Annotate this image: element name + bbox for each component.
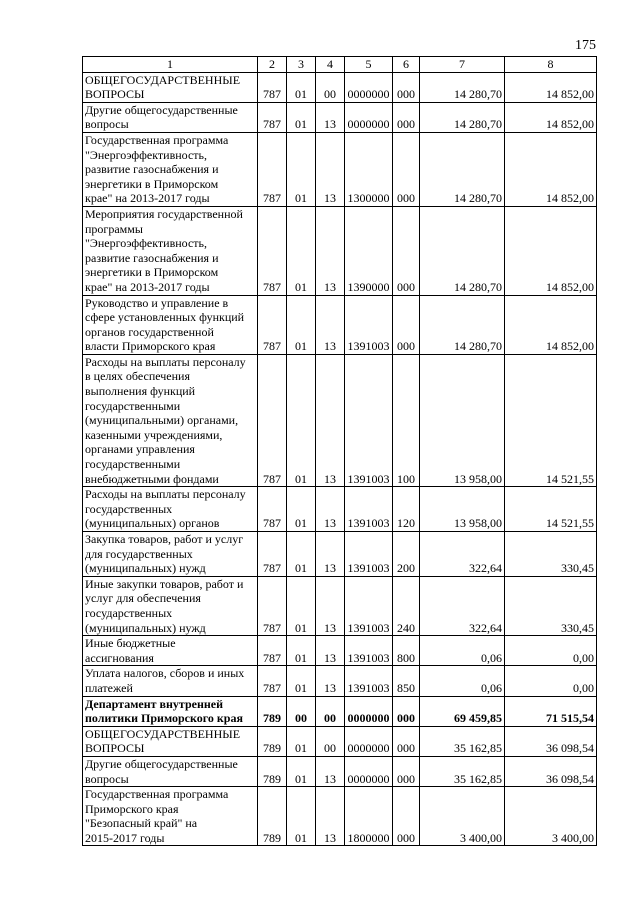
cell-name-line: Государственная программа (85, 132, 229, 147)
table-row (83, 354, 597, 486)
cell-amount-col7: 14 280,70 (420, 72, 505, 102)
cell-name (83, 354, 258, 486)
cell-admin-code: 787 (258, 576, 287, 635)
table-row (83, 487, 597, 532)
cell-name (83, 696, 258, 726)
table-row (83, 102, 597, 132)
cell-section: 01 (287, 295, 316, 354)
cell-name (83, 295, 258, 354)
table-row (83, 666, 597, 696)
cell-name-line: сфере установленных функций (85, 310, 245, 325)
cell-amount-col7: 14 280,70 (420, 132, 505, 206)
cell-amount-col8: 71 515,54 (505, 696, 597, 726)
cell-name (83, 532, 258, 577)
cell-name-line: органами управления (85, 442, 195, 457)
cell-amount-col8: 36 098,54 (505, 756, 597, 786)
cell-admin-code: 787 (258, 72, 287, 102)
cell-name-line: Департамент внутренней (85, 696, 224, 711)
column-header: 6 (393, 57, 420, 73)
column-header: 3 (287, 57, 316, 73)
cell-name-line: (муниципальных) нужд (85, 561, 206, 576)
cell-amount-col7: 14 280,70 (420, 295, 505, 354)
cell-amount-col7: 35 162,85 (420, 756, 505, 786)
cell-amount-col7: 0,06 (420, 636, 505, 666)
cell-name-line: платежей (85, 680, 133, 695)
cell-name-line: Государственная программа (85, 787, 229, 802)
cell-name-line: политики Приморского края (85, 711, 243, 726)
cell-amount-col7: 322,64 (420, 532, 505, 577)
cell-subsection: 13 (316, 756, 345, 786)
cell-admin-code: 787 (258, 532, 287, 577)
cell-name-line: государственных (85, 605, 173, 620)
cell-name-line: выполнения функций (85, 384, 196, 399)
cell-name (83, 666, 258, 696)
cell-expense-type: 000 (393, 696, 420, 726)
table-row (83, 532, 597, 577)
cell-amount-col8: 14 852,00 (505, 72, 597, 102)
cell-section: 00 (287, 696, 316, 726)
cell-admin-code: 787 (258, 295, 287, 354)
cell-name-line: крае" на 2013-2017 годы (85, 279, 210, 294)
cell-name-line: Расходы на выплаты персоналу (85, 354, 246, 369)
cell-name-line: развитие газоснабжения и (85, 162, 219, 177)
cell-section: 01 (287, 756, 316, 786)
cell-name-line: казенными учреждениями, (85, 427, 223, 442)
cell-target-article: 0000000 (345, 726, 393, 756)
cell-amount-col8: 3 400,00 (505, 787, 597, 846)
cell-name-line: государственными (85, 457, 181, 472)
cell-name-line: вопросы (85, 117, 129, 132)
cell-section: 01 (287, 532, 316, 577)
cell-amount-col8: 330,45 (505, 532, 597, 577)
cell-amount-col7: 0,06 (420, 666, 505, 696)
cell-target-article: 1391003 (345, 354, 393, 486)
cell-admin-code: 787 (258, 487, 287, 532)
cell-expense-type: 000 (393, 72, 420, 102)
cell-name-line: Расходы на выплаты персоналу (85, 487, 246, 502)
cell-name-line: развитие газоснабжения и (85, 250, 219, 265)
cell-name-line: Иные закупки товаров, работ и (85, 576, 244, 591)
cell-admin-code: 787 (258, 206, 287, 295)
cell-section: 01 (287, 102, 316, 132)
cell-admin-code: 789 (258, 726, 287, 756)
table-row (83, 206, 597, 295)
cell-name-line: Уплата налогов, сборов и иных (85, 666, 245, 681)
cell-name-line: ВОПРОСЫ (85, 87, 145, 102)
cell-expense-type: 100 (393, 354, 420, 486)
cell-name-line: услуг для обеспечения (85, 591, 201, 606)
cell-name-line: Приморского края (85, 801, 179, 816)
cell-name-line: органов государственной (85, 324, 214, 339)
cell-amount-col7: 35 162,85 (420, 726, 505, 756)
header-row (83, 57, 597, 73)
cell-expense-type: 000 (393, 726, 420, 756)
cell-name (83, 756, 258, 786)
cell-name-line: Другие общегосударственные (85, 756, 238, 771)
cell-amount-col7: 14 280,70 (420, 206, 505, 295)
cell-name-line: ОБЩЕГОСУДАРСТВЕННЫЕ (85, 726, 241, 741)
cell-amount-col8: 14 852,00 (505, 295, 597, 354)
table-row (83, 696, 597, 726)
cell-name-line: "Энергоэффективность, (85, 236, 207, 251)
cell-amount-col8: 14 521,55 (505, 487, 597, 532)
cell-section: 01 (287, 354, 316, 486)
cell-target-article: 1391003 (345, 666, 393, 696)
cell-name (83, 487, 258, 532)
cell-admin-code: 789 (258, 696, 287, 726)
cell-name-line: ВОПРОСЫ (85, 741, 145, 756)
cell-amount-col8: 0,00 (505, 666, 597, 696)
cell-admin-code: 787 (258, 132, 287, 206)
cell-amount-col7: 3 400,00 (420, 787, 505, 846)
column-header: 2 (258, 57, 287, 73)
cell-name-line: внебюджетными фондами (85, 471, 219, 486)
cell-target-article: 0000000 (345, 756, 393, 786)
cell-section: 01 (287, 636, 316, 666)
cell-target-article: 1800000 (345, 787, 393, 846)
cell-name-line: Другие общегосударственные (85, 102, 238, 117)
cell-name-line: для государственных (85, 546, 193, 561)
cell-name-line: энергетики в Приморском (85, 176, 219, 191)
cell-subsection: 00 (316, 726, 345, 756)
cell-name-line: ОБЩЕГОСУДАРСТВЕННЫЕ (85, 72, 241, 87)
table-row (83, 756, 597, 786)
cell-subsection: 13 (316, 102, 345, 132)
cell-subsection: 13 (316, 206, 345, 295)
table-row (83, 132, 597, 206)
cell-expense-type: 000 (393, 102, 420, 132)
cell-amount-col8: 36 098,54 (505, 726, 597, 756)
table-row (83, 636, 597, 666)
cell-amount-col8: 14 521,55 (505, 354, 597, 486)
cell-section: 01 (287, 72, 316, 102)
cell-section: 01 (287, 206, 316, 295)
cell-name-line: (муниципальными) органами, (85, 413, 239, 428)
cell-target-article: 0000000 (345, 72, 393, 102)
cell-subsection: 13 (316, 354, 345, 486)
column-header: 7 (420, 57, 505, 73)
cell-target-article: 1391003 (345, 295, 393, 354)
cell-expense-type: 000 (393, 132, 420, 206)
cell-expense-type: 000 (393, 206, 420, 295)
table-row (83, 726, 597, 756)
cell-subsection: 13 (316, 295, 345, 354)
cell-name-line: государственных (85, 501, 173, 516)
cell-amount-col8: 14 852,00 (505, 102, 597, 132)
cell-admin-code: 787 (258, 666, 287, 696)
cell-expense-type: 120 (393, 487, 420, 532)
cell-name (83, 787, 258, 846)
cell-admin-code: 789 (258, 787, 287, 846)
cell-amount-col8: 14 852,00 (505, 206, 597, 295)
cell-target-article: 0000000 (345, 102, 393, 132)
budget-table (82, 56, 597, 846)
cell-target-article: 1391003 (345, 576, 393, 635)
cell-target-article: 1391003 (345, 487, 393, 532)
cell-section: 01 (287, 787, 316, 846)
cell-target-article: 1300000 (345, 132, 393, 206)
cell-expense-type: 000 (393, 295, 420, 354)
cell-name (83, 102, 258, 132)
cell-name-line: власти Приморского края (85, 339, 216, 354)
cell-amount-col7: 14 280,70 (420, 102, 505, 132)
cell-section: 01 (287, 487, 316, 532)
cell-section: 01 (287, 666, 316, 696)
table-row (83, 295, 597, 354)
cell-name (83, 576, 258, 635)
cell-target-article: 1391003 (345, 636, 393, 666)
cell-name-line: ассигнования (85, 650, 154, 665)
cell-subsection: 13 (316, 532, 345, 577)
cell-name-line: "Безопасный край" на (85, 816, 198, 831)
cell-admin-code: 787 (258, 354, 287, 486)
cell-name (83, 132, 258, 206)
cell-expense-type: 800 (393, 636, 420, 666)
cell-name-line: государственными (85, 398, 181, 413)
page-number: 175 (575, 38, 596, 53)
cell-subsection: 00 (316, 696, 345, 726)
cell-admin-code: 789 (258, 756, 287, 786)
cell-admin-code: 787 (258, 102, 287, 132)
cell-subsection: 00 (316, 72, 345, 102)
cell-name-line: программы (85, 221, 143, 236)
column-header: 5 (345, 57, 393, 73)
cell-section: 01 (287, 576, 316, 635)
cell-subsection: 13 (316, 636, 345, 666)
cell-name (83, 636, 258, 666)
cell-name-line: "Энергоэффективность, (85, 147, 207, 162)
cell-subsection: 13 (316, 132, 345, 206)
cell-name-line: Закупка товаров, работ и услуг (85, 532, 244, 546)
cell-name-line: Мероприятия государственной (85, 206, 243, 221)
cell-expense-type: 200 (393, 532, 420, 577)
cell-name-line: Иные бюджетные (85, 636, 176, 651)
cell-name (83, 726, 258, 756)
cell-expense-type: 240 (393, 576, 420, 635)
cell-expense-type: 000 (393, 787, 420, 846)
cell-name-line: энергетики в Приморском (85, 265, 219, 280)
cell-section: 01 (287, 132, 316, 206)
cell-amount-col7: 13 958,00 (420, 487, 505, 532)
cell-target-article: 1390000 (345, 206, 393, 295)
column-header: 8 (505, 57, 597, 73)
cell-expense-type: 850 (393, 666, 420, 696)
cell-expense-type: 000 (393, 756, 420, 786)
cell-subsection: 13 (316, 487, 345, 532)
table-row (83, 576, 597, 635)
cell-amount-col8: 330,45 (505, 576, 597, 635)
cell-name-line: Руководство и управление в (85, 295, 229, 310)
cell-admin-code: 787 (258, 636, 287, 666)
cell-name-line: (муниципальных) органов (85, 516, 220, 531)
cell-name-line: крае" на 2013-2017 годы (85, 191, 210, 206)
column-header: 1 (83, 57, 258, 73)
cell-amount-col8: 14 852,00 (505, 132, 597, 206)
column-header: 4 (316, 57, 345, 73)
table-row (83, 72, 597, 102)
cell-name (83, 206, 258, 295)
cell-target-article: 1391003 (345, 532, 393, 577)
cell-name-line: в целях обеспечения (85, 369, 190, 384)
cell-name (83, 72, 258, 102)
cell-subsection: 13 (316, 787, 345, 846)
cell-amount-col7: 322,64 (420, 576, 505, 635)
cell-name-line: 2015-2017 годы (85, 830, 165, 845)
cell-amount-col7: 13 958,00 (420, 354, 505, 486)
cell-name-line: (муниципальных) нужд (85, 620, 206, 635)
cell-target-article: 0000000 (345, 696, 393, 726)
table-row (83, 787, 597, 846)
cell-name-line: вопросы (85, 771, 129, 786)
cell-section: 01 (287, 726, 316, 756)
cell-subsection: 13 (316, 666, 345, 696)
cell-amount-col7: 69 459,85 (420, 696, 505, 726)
cell-subsection: 13 (316, 576, 345, 635)
cell-amount-col8: 0,00 (505, 636, 597, 666)
